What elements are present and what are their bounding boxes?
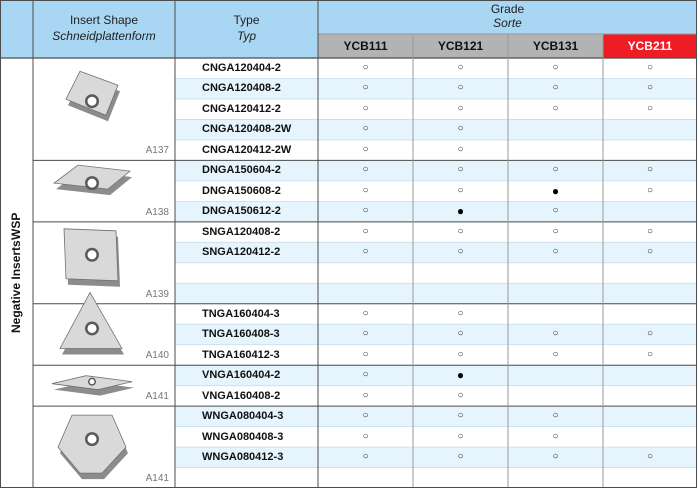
- filled-dot-icon: ●: [551, 183, 560, 198]
- open-circle-icon: ○: [362, 246, 369, 258]
- type-code: CNGA120412-2: [202, 102, 281, 115]
- open-circle-icon: [318, 283, 413, 303]
- filled-dot-icon: ●: [456, 204, 465, 219]
- open-circle-icon: ○: [362, 164, 369, 176]
- open-circle-icon: [508, 119, 603, 139]
- open-circle-icon: ○: [646, 164, 654, 176]
- open-circle-icon: ○: [552, 410, 559, 422]
- open-circle-icon: ○: [362, 82, 369, 94]
- open-circle-icon: ○: [646, 348, 654, 360]
- open-circle-icon: [603, 427, 697, 447]
- open-circle-icon: ○: [457, 102, 464, 114]
- type-code: SNGA120412-2: [202, 246, 281, 259]
- open-circle-icon: ○: [362, 62, 369, 73]
- open-circle-icon: [318, 263, 413, 283]
- open-circle-icon: ○: [362, 307, 369, 319]
- open-circle-icon: ○: [552, 328, 559, 340]
- type-code: VNGA160404-2: [202, 369, 281, 382]
- shape-code: A137: [145, 145, 169, 157]
- open-circle-icon: ○: [457, 184, 464, 196]
- open-circle-icon: ○: [457, 410, 464, 422]
- open-circle-icon: [413, 468, 508, 488]
- type-code: CNGA120404-2: [202, 62, 281, 74]
- open-circle-icon: ○: [362, 102, 369, 114]
- open-circle-icon: [603, 304, 697, 324]
- open-circle-icon: ○: [457, 225, 464, 237]
- type-code: SNGA120408-2: [202, 225, 281, 238]
- grade-label-ycb131: YCB131: [532, 39, 579, 53]
- side-label-line2: WSP: [9, 212, 23, 241]
- type-code: DNGA150608-2: [202, 184, 281, 197]
- open-circle-icon: ○: [457, 246, 464, 258]
- open-circle-icon: ○: [457, 82, 464, 94]
- open-circle-icon: ○: [362, 328, 369, 340]
- open-circle-icon: ○: [552, 451, 559, 463]
- open-circle-icon: ○: [457, 307, 464, 319]
- open-circle-icon: [603, 468, 697, 488]
- open-circle-icon: [508, 140, 603, 160]
- open-circle-icon: [508, 263, 603, 283]
- open-circle-icon: ○: [457, 123, 464, 135]
- insert-shape-header: Insert Shape: [69, 13, 139, 27]
- shape-code: A139: [145, 288, 169, 300]
- grade-label-ycb111: YCB111: [343, 39, 388, 53]
- open-circle-icon: ○: [362, 123, 369, 135]
- type-code: TNGA160404-3: [202, 307, 280, 320]
- open-circle-icon: ○: [646, 328, 654, 340]
- grade-label-ycb121: YCB121: [437, 39, 484, 53]
- open-circle-icon: [508, 386, 603, 406]
- open-circle-icon: [603, 283, 697, 303]
- type-code: WNGA080404-3: [202, 410, 284, 423]
- open-circle-icon: ○: [457, 451, 464, 463]
- open-circle-icon: ○: [362, 369, 369, 381]
- open-circle-icon: ○: [552, 430, 559, 442]
- open-circle-icon: ○: [362, 184, 369, 196]
- shape-code: A141: [145, 391, 169, 403]
- open-circle-icon: [603, 386, 697, 406]
- type-header: Type: [233, 13, 260, 27]
- open-circle-icon: ○: [457, 62, 464, 73]
- open-circle-icon: ○: [646, 82, 654, 94]
- open-circle-icon: [508, 365, 603, 385]
- shape-code: A138: [145, 206, 169, 218]
- open-circle-icon: [508, 468, 603, 488]
- type-code: TNGA160408-3: [202, 328, 280, 341]
- open-circle-icon: ○: [646, 62, 654, 73]
- insert-shape-header-de: Schneidplattenform: [52, 29, 156, 43]
- open-circle-icon: ○: [457, 143, 464, 155]
- open-circle-icon: ○: [552, 225, 559, 237]
- type-code: DNGA150612-2: [202, 205, 281, 218]
- open-circle-icon: ○: [362, 430, 369, 442]
- type-code: CNGA120408-2W: [202, 123, 292, 136]
- open-circle-icon: ○: [457, 389, 464, 401]
- open-circle-icon: ○: [362, 205, 369, 217]
- type-code: CNGA120408-2: [202, 82, 281, 95]
- type-code: WNGA080408-3: [202, 430, 284, 443]
- open-circle-icon: ○: [362, 410, 369, 422]
- grade-header: Grade: [490, 2, 525, 16]
- open-circle-icon: ○: [457, 328, 464, 340]
- open-circle-icon: ○: [362, 225, 369, 237]
- open-circle-icon: ○: [457, 164, 464, 176]
- side-label: [0, 58, 33, 488]
- open-circle-icon: ○: [552, 82, 559, 94]
- type-code: WNGA080412-3: [202, 451, 284, 464]
- open-circle-icon: ○: [552, 164, 559, 176]
- filled-dot-icon: ●: [456, 368, 465, 383]
- open-circle-icon: [603, 119, 697, 139]
- open-circle-icon: ○: [552, 205, 559, 217]
- type-code: VNGA160408-2: [202, 389, 281, 402]
- open-circle-icon: [413, 263, 508, 283]
- type-code: DNGA150604-2: [202, 164, 281, 177]
- open-circle-icon: [508, 283, 603, 303]
- grade-header-de: Sorte: [493, 16, 522, 30]
- open-circle-icon: ○: [457, 348, 464, 360]
- open-circle-icon: ○: [552, 246, 559, 258]
- side-label-line1: Negative Inserts: [9, 240, 23, 334]
- type-code: CNGA120412-2W: [202, 143, 292, 156]
- shape-code: A140: [145, 350, 169, 362]
- type-header-de: Typ: [236, 29, 257, 43]
- open-circle-icon: ○: [552, 62, 559, 73]
- open-circle-icon: ○: [646, 225, 654, 237]
- open-circle-icon: ○: [646, 246, 654, 258]
- shape-code: A141: [145, 473, 169, 485]
- open-circle-icon: [603, 406, 697, 426]
- open-circle-icon: ○: [646, 451, 654, 463]
- open-circle-icon: [603, 263, 697, 283]
- open-circle-icon: ○: [646, 184, 654, 196]
- open-circle-icon: ○: [646, 102, 654, 114]
- open-circle-icon: ○: [362, 389, 369, 401]
- open-circle-icon: ○: [362, 451, 369, 463]
- open-circle-icon: [603, 201, 697, 221]
- grade-label-ycb211: YCB211: [627, 39, 673, 53]
- open-circle-icon: [603, 365, 697, 385]
- open-circle-icon: ○: [552, 348, 559, 360]
- open-circle-icon: [318, 468, 413, 488]
- open-circle-icon: ○: [552, 102, 559, 114]
- open-circle-icon: ○: [457, 430, 464, 442]
- open-circle-icon: [603, 140, 697, 160]
- open-circle-icon: ○: [362, 348, 369, 360]
- open-circle-icon: ○: [362, 143, 369, 155]
- open-circle-icon: [508, 304, 603, 324]
- open-circle-icon: [413, 283, 508, 303]
- type-code: TNGA160412-3: [202, 348, 280, 361]
